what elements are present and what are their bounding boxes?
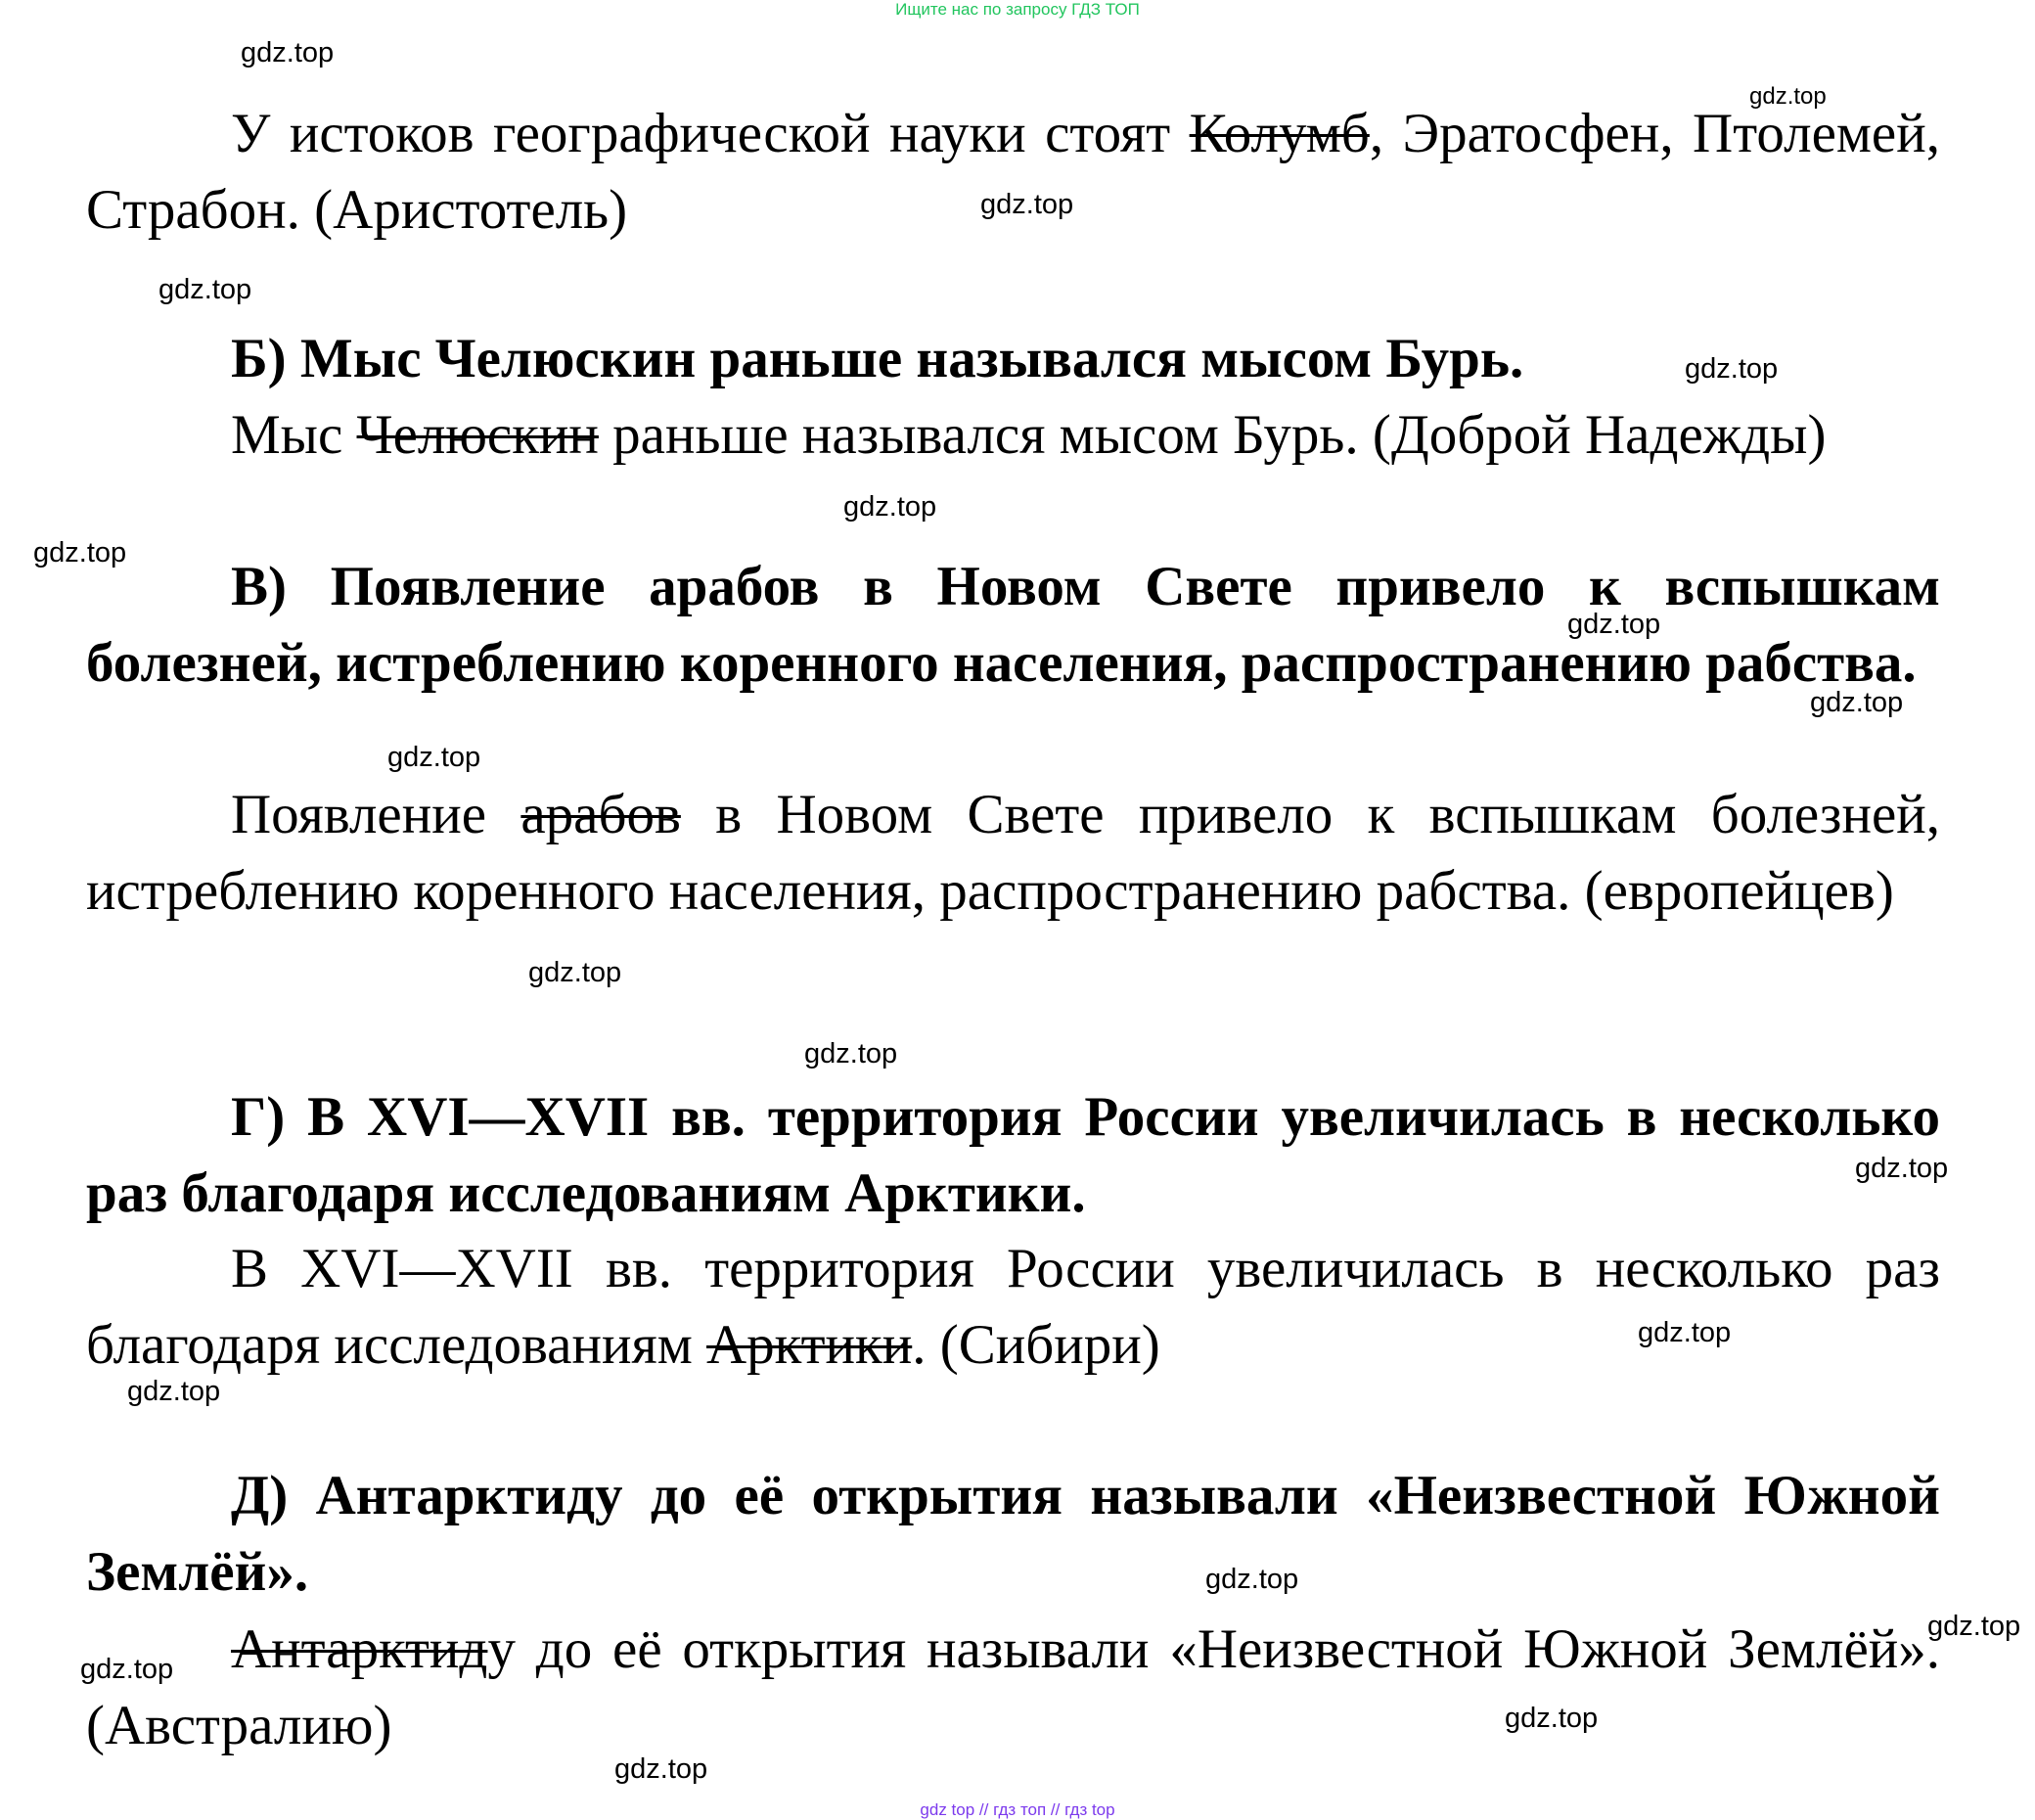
statement-v: В) Появление арабов в Новом Свете привело к вспышкам болезней, истреблению коренного населения, распространению рабства. (86, 556, 1940, 694)
watermark: gdz.top (843, 491, 937, 523)
watermark: gdz.top (1927, 1611, 2021, 1642)
watermark: gdz.top (1685, 353, 1779, 385)
answer-v-text-before: Появление (231, 784, 521, 845)
answer-g-text-before: В XVI—XVII вв. территория России увеличилась в несколько раз благодаря исследованиям (86, 1238, 1940, 1376)
answer-b-text-before: Мыс (231, 404, 357, 466)
watermark: gdz.top (1749, 83, 1827, 110)
watermark: gdz.top (980, 189, 1074, 220)
watermark: gdz.top (127, 1376, 221, 1407)
statement-g: Г) В XVI—XVII вв. территория России увеличилась в несколько раз благодаря исследованиям Арктики. (86, 1086, 1940, 1224)
answer-d-struck-word: Антарктид (231, 1618, 488, 1680)
watermark: gdz.top (1638, 1317, 1732, 1348)
watermark: gdz.top (528, 957, 622, 988)
answer-a-struck-word: Колумб (1189, 103, 1370, 164)
watermark: gdz.top (33, 537, 127, 569)
top-search-banner: Ищите нас по запросу ГДЗ ТОП (895, 0, 1140, 19)
answer-v-struck-word: арабов (520, 784, 681, 845)
watermark: gdz.top (158, 274, 252, 305)
watermark: gdz.top (1505, 1703, 1599, 1734)
answer-b-struck-word: Челюскин (356, 404, 599, 466)
watermark: gdz.top (241, 37, 335, 68)
statement-d: Д) Антарктиду до её открытия называли «Неизвестной Южной Землёй». (86, 1465, 1940, 1603)
watermark: gdz.top (1810, 687, 1904, 718)
watermark: gdz.top (1855, 1153, 1949, 1184)
watermark: gdz.top (1205, 1564, 1299, 1595)
answer-g (86, 1231, 1940, 1384)
watermark: gdz.top (804, 1038, 898, 1069)
watermark: gdz.top (80, 1654, 174, 1685)
bottom-watermark-banner: gdz top // гдз топ // гдз top (920, 1800, 1115, 1819)
answer-a-text-before: У истоков географической науки стоят (231, 103, 1190, 164)
watermark: gdz.top (1567, 609, 1661, 640)
answer-d (86, 1612, 1940, 1764)
answer-b-text-after: раньше назывался мысом Бурь. (Доброй Надежды) (598, 404, 1827, 466)
answer-a-text-after: , Эратосфен, Птолемей, Страбон. (Аристотель) (86, 103, 1940, 241)
answer-b (86, 397, 1940, 474)
answer-g-text-after: . (Сибири) (912, 1314, 1160, 1376)
answer-g-struck-word: Арктики (706, 1314, 913, 1376)
statement-b: Б) Мыс Челюскин раньше назывался мысом Бурь. (231, 328, 1524, 389)
answer-v (86, 777, 1940, 930)
watermark: gdz.top (387, 742, 481, 773)
watermark: gdz.top (614, 1753, 708, 1785)
answer-a (86, 96, 1940, 249)
answer-v-text-after: в Новом Свете привело к вспышкам болезней, истреблению коренного населения, распространению рабства. (европейцев) (86, 784, 1941, 922)
answer-d-text-after: у до её открытия называли «Неизвестной Южной Землёй». (Австралию) (86, 1618, 1940, 1756)
